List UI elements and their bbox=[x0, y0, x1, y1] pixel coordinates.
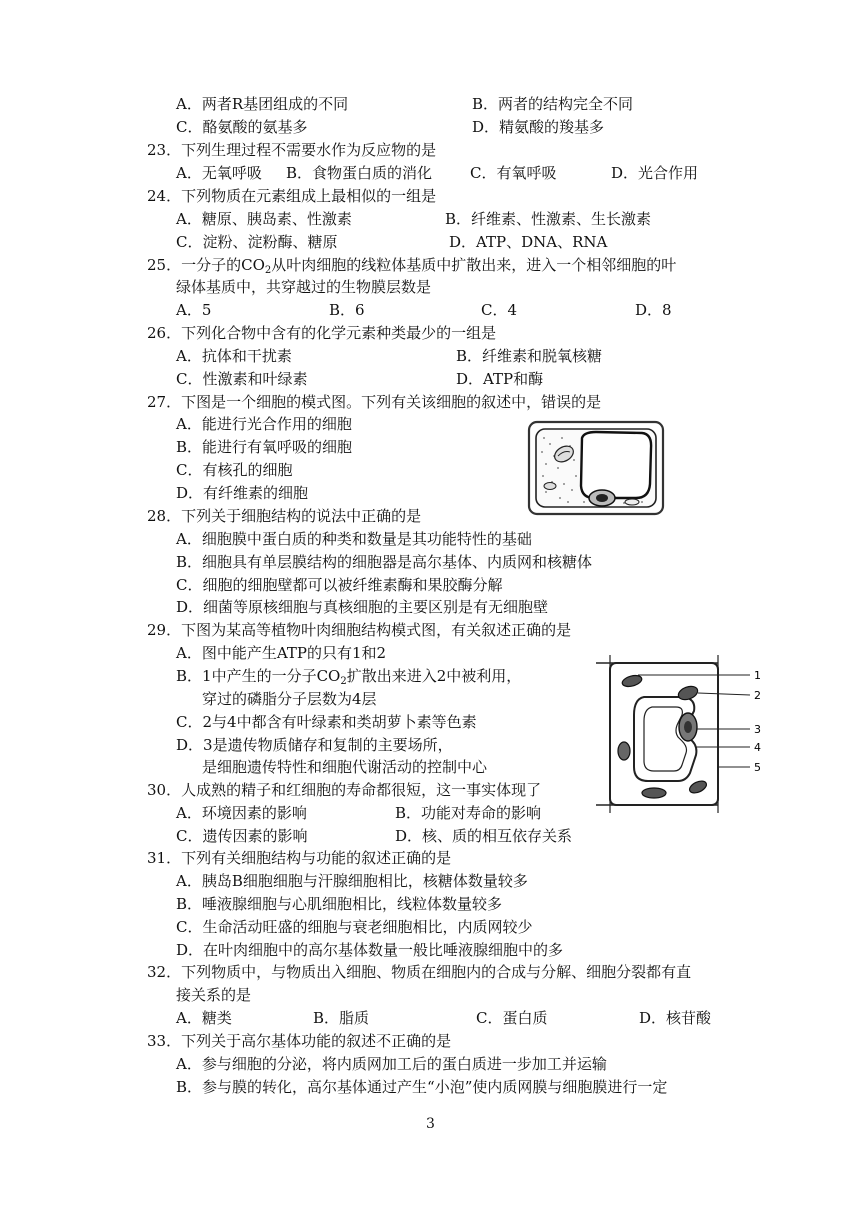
q31-option-b: B．唾液腺细胞与心肌细胞相比，线粒体数量较多 bbox=[176, 895, 503, 913]
q27-stem: 27．下图是一个细胞的模式图。下列有关该细胞的叙述中，错误的是 bbox=[147, 393, 602, 411]
q28-stem: 28．下列关于细胞结构的说法中正确的是 bbox=[147, 507, 422, 525]
q27-option-b: B．能进行有氧呼吸的细胞 bbox=[176, 438, 353, 456]
q25-option-b: B．6 bbox=[329, 301, 365, 319]
q28-option-d: D．细菌等原核细胞与真核细胞的主要区别是有无细胞壁 bbox=[176, 598, 549, 616]
q27-option-a: A．能进行光合作用的细胞 bbox=[176, 415, 352, 433]
q30-option-d: D．核、质的相互依存关系 bbox=[395, 827, 573, 845]
q26-stem: 26．下列化合物中含有的化学元素种类最少的一组是 bbox=[147, 324, 497, 342]
q32-stem-cont: 接关系的是 bbox=[176, 986, 252, 1004]
q29-leaf-cell-diagram bbox=[590, 655, 774, 813]
q32-option-d: D．核苷酸 bbox=[639, 1009, 712, 1027]
q22-option-b: B．两者的结构完全不同 bbox=[472, 95, 634, 113]
q26-option-a: A．抗体和干扰素 bbox=[176, 347, 292, 365]
q33-stem: 33．下列关于高尔基体功能的叙述不正确的是 bbox=[147, 1032, 452, 1050]
q24-option-a: A．糖原、胰岛素、性激素 bbox=[176, 210, 352, 228]
q29-option-c: C．2与4中都含有叶绿素和类胡萝卜素等色素 bbox=[176, 713, 477, 731]
q24-option-d: D．ATP、DNA、RNA bbox=[449, 233, 608, 251]
q29-option-d: D．3是遗传物质储存和复制的主要场所， bbox=[176, 736, 453, 754]
q23-option-c: C．有氧呼吸 bbox=[470, 164, 557, 182]
q25-stem: 25．一分子的$CO_2$从叶肉细胞的线粒体基质中扩散出来，进入一个相邻细胞的叶 bbox=[147, 256, 677, 276]
q25-option-d: D．8 bbox=[635, 301, 672, 319]
q24-option-b: B．纤维素、性激素、生长激素 bbox=[445, 210, 652, 228]
q22-option-d: D．精氨酸的羧基多 bbox=[472, 118, 605, 136]
q24-stem: 24．下列物质在元素组成上最相似的一组是 bbox=[147, 187, 437, 205]
q29-label-3: 3 bbox=[754, 723, 761, 736]
q32-option-c: C．蛋白质 bbox=[476, 1009, 548, 1027]
q23-option-b: B．食物蛋白质的消化 bbox=[286, 164, 433, 182]
q32-stem: 32．下列物质中，与物质出入细胞、物质在细胞内的合成与分解、细胞分裂都有直 bbox=[147, 963, 692, 981]
q26-option-b: B．纤维素和脱氧核糖 bbox=[456, 347, 603, 365]
q30-option-b: B．功能对寿命的影响 bbox=[395, 804, 542, 822]
q31-stem: 31．下列有关细胞结构与功能的叙述正确的是 bbox=[147, 849, 452, 867]
q23-stem: 23．下列生理过程不需要水作为反应物的是 bbox=[147, 141, 437, 159]
q30-option-a: A．环境因素的影响 bbox=[176, 804, 307, 822]
q29-option-d-cont: 是细胞遗传特性和细胞代谢活动的控制中心 bbox=[202, 758, 488, 776]
q27-option-d: D．有纤维素的细胞 bbox=[176, 484, 309, 502]
q23-option-d: D．光合作用 bbox=[611, 164, 699, 182]
q25-option-c: C．4 bbox=[481, 301, 518, 319]
q25-option-a: A．5 bbox=[176, 301, 212, 319]
q28-option-b: B．细胞具有单层膜结构的细胞器是高尔基体、内质网和核糖体 bbox=[176, 553, 593, 571]
q31-option-c: C．生命活动旺盛的细胞与衰老细胞相比，内质网较少 bbox=[176, 918, 533, 936]
q33-option-b: B．参与膜的转化，高尔基体通过产生“小泡”使内质网膜与细胞膜进行一定 bbox=[176, 1078, 668, 1096]
q32-option-a: A．糖类 bbox=[176, 1009, 232, 1027]
q25-stem-cont: 绿体基质中，共穿越过的生物膜层数是 bbox=[176, 278, 432, 296]
q28-option-c: C．细胞的细胞壁都可以被纤维素酶和果胶酶分解 bbox=[176, 576, 503, 594]
q32-option-b: B．脂质 bbox=[313, 1009, 370, 1027]
q22-option-a: A．两者R基团组成的不同 bbox=[176, 95, 349, 113]
q28-option-a: A．细胞膜中蛋白质的种类和数量是其功能特性的基础 bbox=[176, 530, 532, 548]
q23-option-a: A．无氧呼吸 bbox=[176, 164, 262, 182]
q29-option-b: B．1中产生的一分子$CO_2$扩散出来进入2中被利用， bbox=[176, 667, 522, 687]
page-number: 3 bbox=[426, 1116, 435, 1132]
q22-option-c: C．酪氨酸的氨基多 bbox=[176, 118, 308, 136]
q29-label-2: 2 bbox=[754, 689, 761, 702]
q29-stem: 29．下图为某高等植物叶肉细胞结构模式图，有关叙述正确的是 bbox=[147, 621, 572, 639]
q33-option-a: A．参与细胞的分泌，将内质网加工后的蛋白质进一步加工并运输 bbox=[176, 1055, 607, 1073]
q29-label-4: 4 bbox=[754, 741, 761, 754]
q27-option-c: C．有核孔的细胞 bbox=[176, 461, 293, 479]
q31-option-d: D．在叶肉细胞中的高尔基体数量一般比唾液腺细胞中的多 bbox=[176, 941, 564, 959]
q26-option-d: D．ATP和酶 bbox=[456, 370, 544, 388]
q31-option-a: A．胰岛B细胞细胞与汗腺细胞相比，核糖体数量较多 bbox=[176, 872, 528, 890]
q29-label-5: 5 bbox=[754, 761, 761, 774]
q29-option-a: A．图中能产生ATP的只有1和2 bbox=[176, 644, 387, 662]
q30-stem: 30．人成熟的精子和红细胞的寿命都很短，这一事实体现了 bbox=[147, 781, 542, 799]
q27-cell-diagram bbox=[524, 418, 668, 518]
q26-option-c: C．性激素和叶绿素 bbox=[176, 370, 308, 388]
q30-option-c: C．遗传因素的影响 bbox=[176, 827, 308, 845]
q24-option-c: C．淀粉、淀粉酶、糖原 bbox=[176, 233, 338, 251]
q29-option-b-cont: 穿过的磷脂分子层数为4层 bbox=[202, 690, 377, 708]
q29-label-1: 1 bbox=[754, 669, 761, 682]
